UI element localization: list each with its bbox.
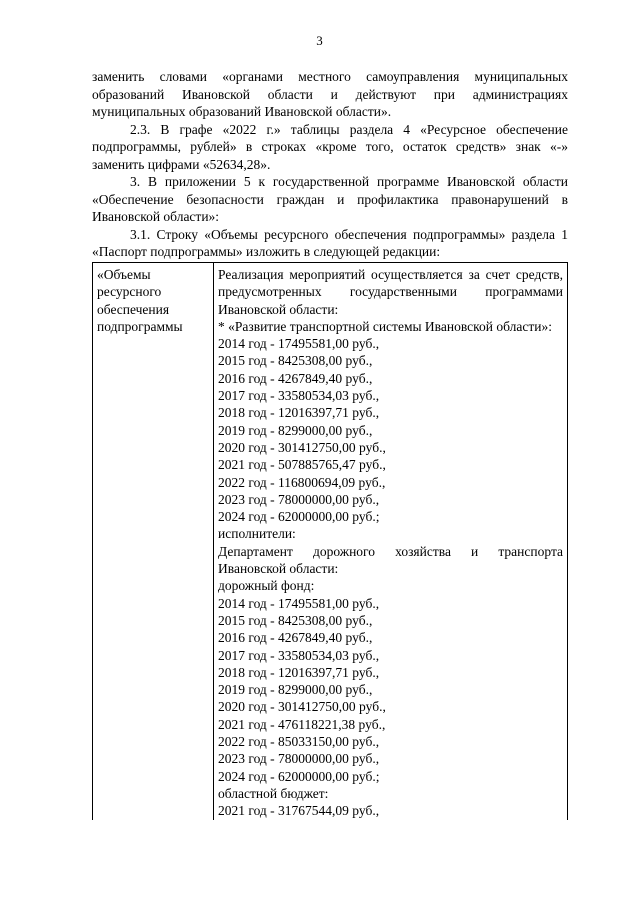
table-row (93, 263, 568, 820)
executors-heading: исполнители: (218, 526, 296, 542)
funding-line: 2016 год - 4267849,40 руб., (218, 630, 373, 646)
funding-line: 2022 год - 116800694,09 руб., (218, 474, 386, 490)
paragraph-2-3: 2.3. В графе «2022 г.» таблицы раздела 4 «Ресурсное обеспечение подпрограммы, рублей» в строках «кроме того, остаток средств» знак «-» заменить цифрами «52634,28». (92, 121, 568, 172)
funding-line: 2020 год - 301412750,00 руб., (218, 699, 386, 715)
program-name-text: * «Развитие транспортной системы Ивановской области»: (218, 318, 552, 334)
road-fund-heading: дорожный фонд: (218, 578, 315, 594)
page-number: 3 (316, 33, 323, 48)
funding-line: 2017 год - 33580534,03 руб., (218, 388, 380, 404)
funding-line: 2024 год - 62000000,00 руб.; (218, 509, 380, 525)
department-name-text: Департамент дорожного хозяйства и транспорта Ивановской области: (218, 543, 563, 577)
funding-line: 2019 год - 8299000,00 руб., (218, 682, 373, 698)
funding-line: 2023 год - 78000000,00 руб., (218, 491, 380, 507)
document-body (92, 68, 568, 261)
funding-line: 2021 год - 476118221,38 руб., (218, 716, 386, 732)
paragraph-3-1: 3.1. Строку «Объемы ресурсного обеспечения подпрограммы» раздела 1 «Паспорт подпрограммы» изложить в следующей редакции: (92, 226, 568, 259)
funding-line: 2022 год - 85033150,00 руб., (218, 734, 380, 750)
paragraph-3: 3. В приложении 5 к государственной программе Ивановской области «Обеспечение безопасности граждан и профилактика правонарушений в Ивановской области»: (92, 174, 568, 224)
funding-line: 2020 год - 301412750,00 руб., (218, 439, 386, 455)
funding-line: 2019 год - 8299000,00 руб., (218, 422, 373, 438)
paragraph-replacement-text: заменить словами «органами местного самоуправления муниципальных образований Ивановской области и действуют при администрациях муниципальных образований Ивановской области». (92, 69, 568, 119)
funding-line: 2023 год - 78000000,00 руб., (218, 751, 380, 767)
regional-budget-heading: областной бюджет: (218, 785, 329, 801)
funding-intro-text: Реализация мероприятий осуществляется за счет средств, предусмотренных государственными программами Ивановской области: (218, 267, 563, 317)
funding-line: 2024 год - 62000000,00 руб.; (218, 768, 380, 784)
funding-line: 2018 год - 12016397,71 руб., (218, 405, 380, 421)
funding-line: 2021 год - 31767544,09 руб., (218, 803, 380, 819)
row-label-cell: «Объемы ресурсного обеспечения подпрограммы (93, 263, 214, 820)
funding-line: 2014 год - 17495581,00 руб., (218, 336, 380, 352)
funding-line: 2014 год - 17495581,00 руб., (218, 595, 380, 611)
funding-line: 2018 год - 12016397,71 руб., (218, 664, 380, 680)
funding-line: 2017 год - 33580534,03 руб., (218, 647, 380, 663)
funding-line: 2016 год - 4267849,40 руб., (218, 370, 373, 386)
subprogram-resources-table (92, 262, 568, 820)
funding-line: 2021 год - 507885765,47 руб., (218, 457, 386, 473)
funding-line: 2015 год - 8425308,00 руб., (218, 612, 373, 628)
row-value-cell (214, 263, 568, 820)
funding-line: 2015 год - 8425308,00 руб., (218, 353, 373, 369)
